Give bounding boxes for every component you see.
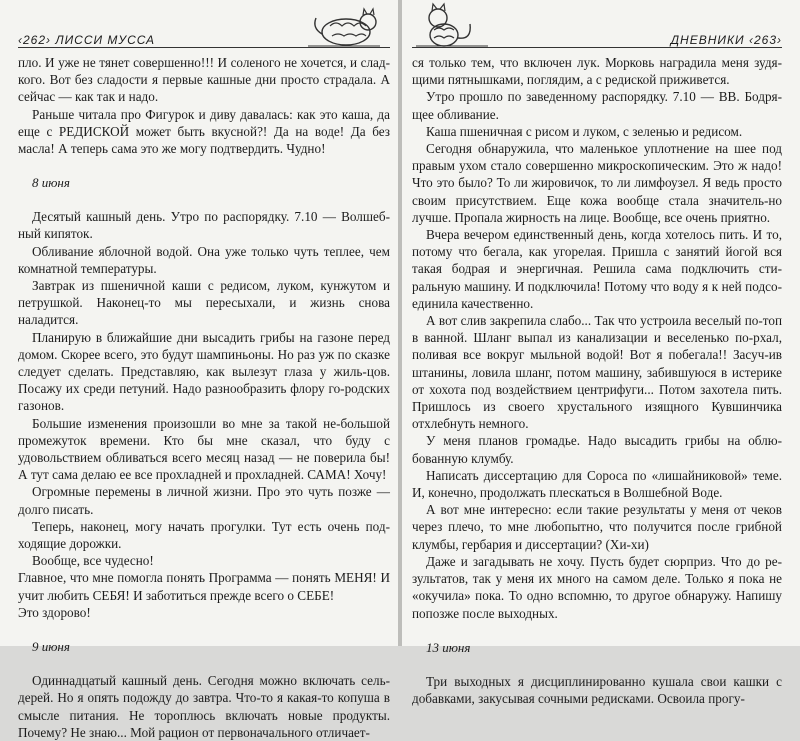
paragraph: Три выходных я дисциплинированно кушала свои кашки с добавками, закусывая сочными редисками. Освоила прогу- xyxy=(412,673,782,706)
right-header-rule xyxy=(412,47,782,48)
right-page-header xyxy=(412,0,782,54)
paragraph: А вот мне интересно: если такие результаты у меня от чеков через плечо, то мне любопытно, что получится после грибной клумбы, гербария и диссертации? (Хи-хи) xyxy=(412,502,782,552)
paragraph: Это здорово! xyxy=(18,604,91,620)
paragraph: пло. И уже не тянет совершенно!!! И соленого не хочется, и слад-кого. Вот без сладости я первые кашные дни просто страдала. А сейчас — как так и надо. xyxy=(18,55,390,105)
paragraph: Обливание яблочной водой. Она уже только чуть теплее, чем комнатной температуры. xyxy=(18,243,390,276)
left-page xyxy=(0,0,398,740)
paragraph: Огромные перемены в личной жизни. Про это чуть позже — долго писать. xyxy=(18,484,390,517)
paragraph: Теперь, наконец, могу начать прогулки. Тут есть очень под-ходящие дорожки. xyxy=(18,518,390,552)
cat-illustration-icon xyxy=(416,2,488,48)
paragraph: Сегодня обнаружила, что маленькое уплотнение на шее под правым ухом стало совершенно микроскопическим. Это ж надо! Что это было? То ли жировичок, то ли лимфоузел. Я ведь просто своим присутствием. Еще кожа вообще стала значитель-но лучше. Пропала жирность на лице. Вообще, все очень приятно. xyxy=(412,141,782,225)
paragraph: Раньше читала про Фигурок и диву давалась: как это каша, да еще с РЕДИСКОЙ может быть вкусной?! Да на воде! Да без масла! А теперь сама это же могу подтвердить. Чудно! xyxy=(18,106,390,157)
left-page-text xyxy=(18,54,390,741)
diary-date: 9 июня xyxy=(32,639,70,655)
paragraph: У меня планов громадье. Надо высадить грибы на облю-бованную клумбу. xyxy=(412,433,782,466)
left-running-head: ‹262› ЛИССИ МУССА xyxy=(18,33,156,47)
paragraph: Утро прошло по заведенному распорядку. 7.10 — ВВ. Бодря-щее обливание. xyxy=(412,89,782,122)
paragraph: Завтрак из пшеничной каши с редисом, луком, кунжутом и петрушкой. Наконец-то мы пересыхали, и жизнь снова наладится. xyxy=(18,278,390,328)
diary-date: 13 июня xyxy=(426,639,471,655)
right-page xyxy=(402,0,800,706)
paragraph: ся только тем, что включен лук. Морковь наградила меня зудя-щими пятнышками, поглядим, а с редиской приживется. xyxy=(412,55,782,88)
paragraph: Даже и загадывать не хочу. Пусть будет сюрприз. Что до ре-зультатов, так у меня их много на самом деле. Только я пока не «окучила» пока. То одно вспомню, то другое обнаружу. Напишу попозже после выходных. xyxy=(412,553,782,621)
diary-date: 8 июня xyxy=(32,175,70,191)
paragraph: Написать диссертацию для Сороса по «лишайниковой» теме. И, конечно, продолжать плескаться в Волшебной Воде. xyxy=(412,467,782,501)
right-page-text xyxy=(412,54,782,707)
paragraph: Вчера вечером единственный день, когда хотелось пить. И то, потому что бегала, как угорелая. Пришла с занятий йогой вся такая бодрая и энергичная. Решила сама подключить сти-ральную машину. И подключила! Потому что воду я к ней подсо-единила качественно. xyxy=(412,227,782,311)
paragraph: Одиннадцатый кашный день. Сегодня можно включать сель-дерей. Но я опять подожду до завтра. Что-то я какая-то копуша в смысле питания. Не тороплюсь включать новые продукты. Почему? Не знаю... Мой рацион от первоначального отличает- xyxy=(18,673,390,740)
right-running-head: ДНЕВНИКИ ‹263› xyxy=(670,33,782,47)
left-page-header xyxy=(18,0,390,54)
paragraph: Главное, что мне помогла понять Программа — понять МЕНЯ! И учит любить СЕБЯ! И заботиться прежде всего о СЕБЕ! xyxy=(18,570,390,603)
paragraph: Каша пшеничная с рисом и луком, с зеленью и редисом. xyxy=(426,123,743,139)
paragraph: Десятый кашный день. Утро по распорядку. 7.10 — Волшеб-ный кипяток. xyxy=(18,209,390,242)
paragraph: Планирую в ближайшие дни высадить грибы на газоне перед домом. Скорее всего, это будут шампиньоны. Но раз уж по сказке следует сделать. Представляю, как вылезут глаза у жиль-цов. Посажу их среди петуний. Надо разнообразить флору го-родских газонов. xyxy=(18,329,390,414)
left-header-rule xyxy=(18,47,390,48)
paragraph: А вот слив закрепила слабо... Так что устроила веселый по-топ в ванной. Шланг выпал из канализации и веселенько по-рхал, поливая все вокруг мыльной водой! Вот я побегала!! Засуч-ив штанины, ловила шланг, потом машину, забившуюся в истерике от хохота под воздействием центрифуги... Потом захотела пить. Пришлось из своего хрустального изящного Кувшинчика отхлебнуть немного. xyxy=(412,313,782,432)
cat-illustration-icon xyxy=(308,2,380,48)
paragraph: Большие изменения произошли во мне за такой не-большой промежуток времени. Кто бы мне сказал, что буду с удовольствием обливаться всего месяц назад — не поверила бы! А тут сама делаю ее все прохладней и прохладней. САМА! Хочу! xyxy=(18,415,390,483)
paragraph: Вообще, все чудесно! xyxy=(32,553,154,569)
